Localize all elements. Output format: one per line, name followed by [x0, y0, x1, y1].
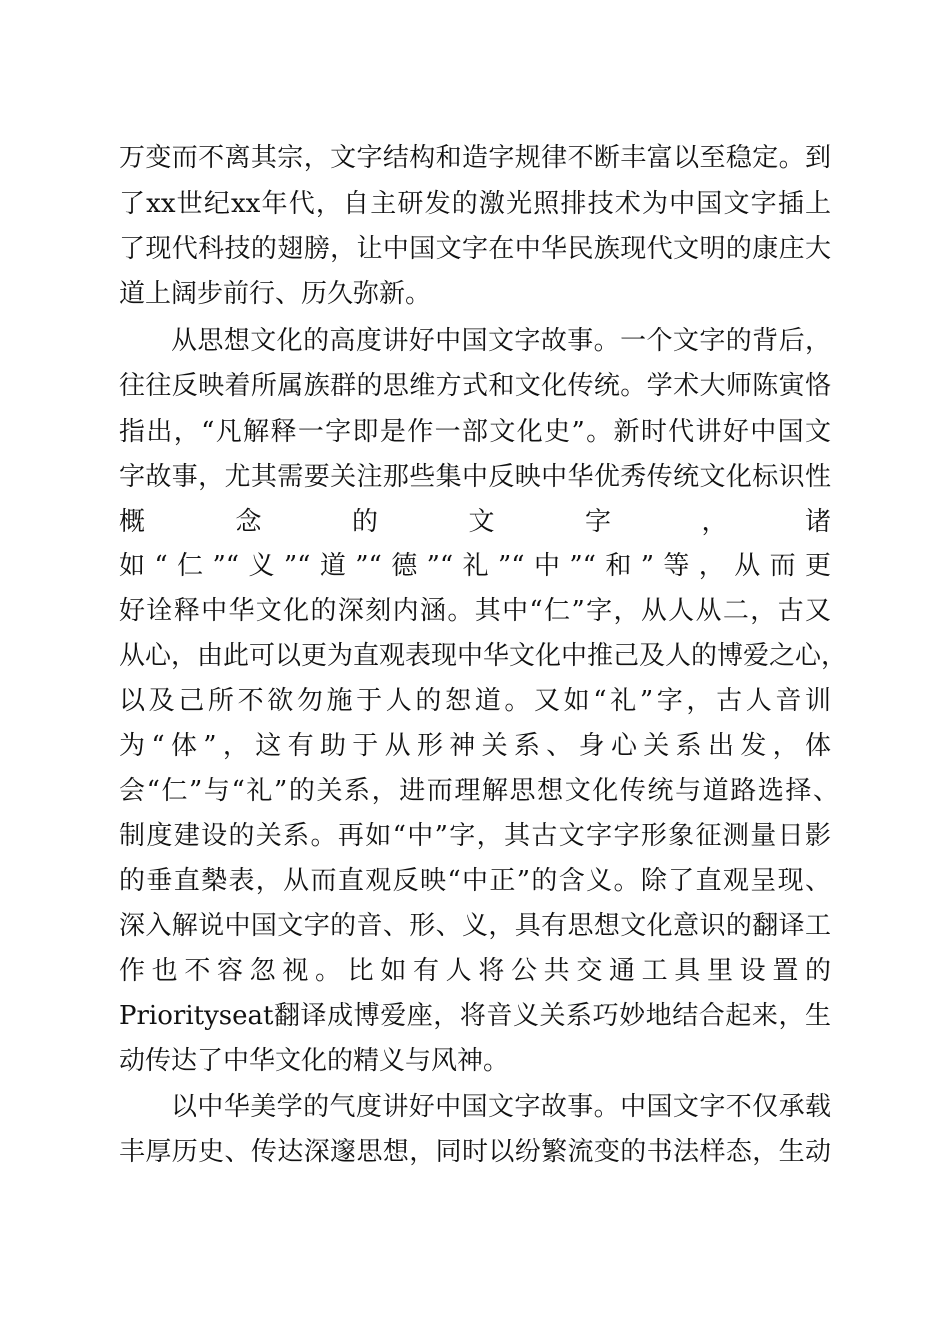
- text-line: 万变而不离其宗，文字结构和造字规律不断丰富以至稳定。到: [119, 143, 831, 173]
- text-line: 丰厚历史、传达深邃思想，同时以纷繁流变的书法样态，生动: [119, 1137, 831, 1167]
- text-line: 概 念 的 文 字 ， 诸: [119, 507, 831, 537]
- text-line: 制度建设的关系。再如“中”字，其古文字字形象征测量日影: [119, 821, 831, 851]
- text-line: 的垂直槷表，从而直观反映“中正”的含义。除了直观呈现、: [119, 866, 831, 896]
- text-line: 了现代科技的翅膀，让中国文字在中华民族现代文明的康庄大: [119, 234, 831, 264]
- text-line: 指出，“凡解释一字即是作一部文化史”。新时代讲好中国文: [119, 417, 831, 447]
- text-line: 深入解说中国文字的音、形、义，具有思想文化意识的翻译工: [119, 911, 831, 941]
- text-line: Priorityseat翻译成博爱座，将音义关系巧妙地结合起来，生: [119, 1001, 831, 1031]
- text-line: 作也不容忽视。比如有人将公共交通工具里设置的: [119, 956, 831, 986]
- text-line: 往往反映着所属族群的思维方式和文化传统。学术大师陈寅恪: [119, 371, 831, 401]
- text-line: 会“仁”与“礼”的关系，进而理解思想文化传统与道路选择、: [119, 776, 839, 806]
- text-line: 以及己所不欲勿施于人的恕道。又如“礼”字，古人音训: [119, 686, 831, 716]
- text-line: 从心，由此可以更为直观表现中华文化中推己及人的博爱之心，: [119, 641, 848, 671]
- text-line: 字故事，尤其需要关注那些集中反映中华优秀传统文化标识性: [119, 462, 831, 492]
- text-line: 动传达了中华文化的精义与风神。: [119, 1046, 510, 1076]
- paragraph-heading-line: 以中华美学的气度讲好中国文字故事。中国文字不仅承载: [171, 1092, 831, 1122]
- text-line: 好诠释中华文化的深刻内涵。其中“仁”字，从人从二，古又: [119, 596, 831, 626]
- paragraph-heading-line: 从思想文化的高度讲好中国文字故事。一个文字的背后，: [171, 326, 831, 356]
- text-line: 如“仁”“义”“道”“德”“礼”“中”“和”等，从而更: [119, 551, 831, 581]
- text-line: 了xx世纪xx年代，自主研发的激光照排技术为中国文字插上: [119, 189, 831, 219]
- text-line: 为“体”，这有助于从形神关系、身心关系出发，体: [119, 731, 831, 761]
- text-line: 道上阔步前行、历久弥新。: [119, 279, 432, 309]
